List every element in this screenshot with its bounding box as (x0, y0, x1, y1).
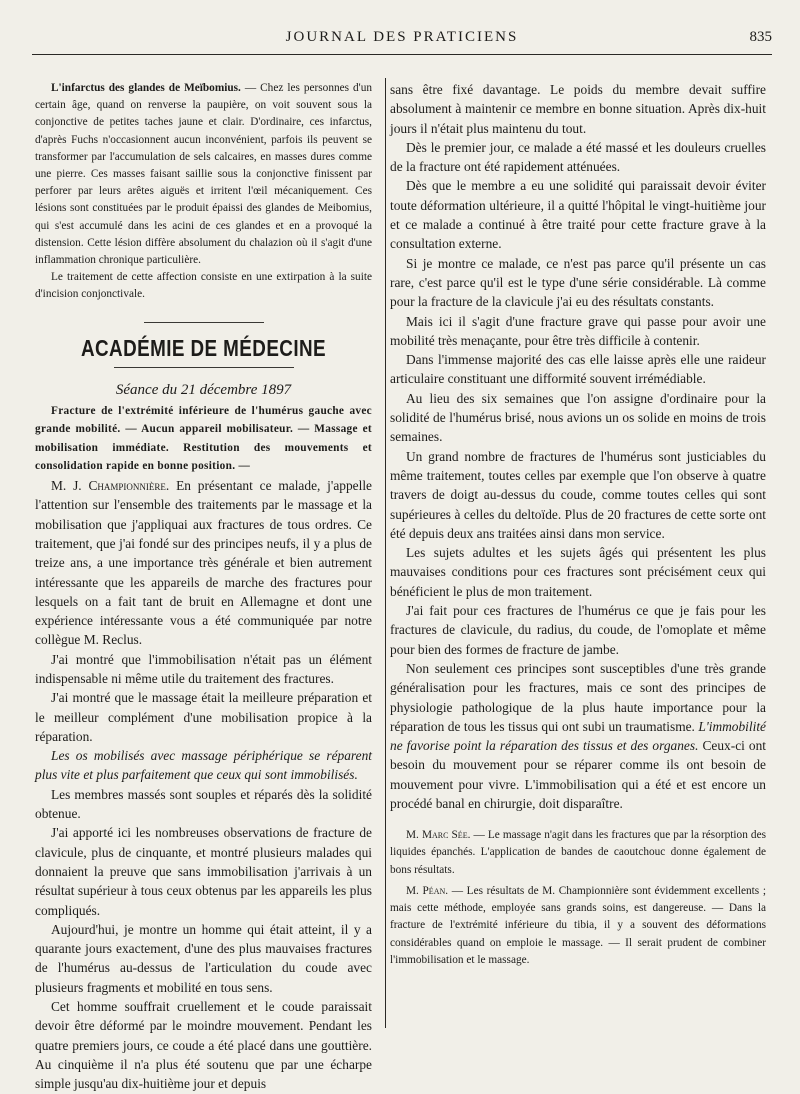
right-column (390, 80, 766, 973)
paragraph-italic-principle: Les os mobilisés avec massage périphérique se réparent plus vite et plus parfaitement que ceux qui sont immobilisés. (35, 748, 372, 783)
section-title: ACADÉMIE DE MÉDECINE (80, 334, 327, 361)
principes-text-end: Ceux-ci ont besoin du mouvement pour se réparer comme ils ont besoin de mouvement pour vivre. L'immobilisation qui a été et est encore un procédé banal en chirurgie, doit disparaître. (390, 738, 767, 811)
championniere-text: En présentant ce malade, j'appelle l'attention sur l'ensemble des traitements par le massage et la mobilisation que j'appliquai aux fractures de tous ordres. Ce traitement, que j'ai fondé sur des principes neufs, il y a plus de treize ans, a une importance très générale et bien autrement intéressante que les appareils de marche des fractures pour lesquels on a fait tant de bruit en Allemagne et dont une expérience intéressante vous a été communiquée par notre collègue M. Reclus. (35, 478, 372, 648)
pean-text: — Les résultats de M. Championnière sont évidemment excellents ; mais cette méthode, employée sans grands soins, est dangereuse. — Dans la fracture de l'extrémité inférieure du tibia, il y a souvent des déformations considérables quand on emploie le massage. — Il serait prudent de combiner l'immobilisation et le massage. (390, 884, 766, 966)
paragraph-cet-homme: Cet homme souffrait cruellement et le coude paraissait devoir être déformé par le moindre mouvement. Pendant les quatre premiers jours, ce coude a été placé dans une gouttière. Au cinquième il n'a plus été soutenu que par une écharpe simple jusqu'au dix-huitième jour et depuis (35, 999, 372, 1092)
marc-see-text: — Le massage n'agit dans les fractures que par la résorption des liquides épanchés. L'application de bandes de caoutchouc donne également de bons résultats. (390, 829, 766, 876)
left-column (35, 80, 372, 1094)
discussion (390, 827, 766, 969)
meibomius-text: — Chez les personnes d'un certain âge, quand on renverse la paupière, on voit souvent sous la conjonctive de petites taches jaune et clair. D'ordinaire, ces infarctus, d'après Fuchs n'occasionnent aucun inconvénient, parfois ils peuvent se transformer par l'accumulation de sels calcaires, en masses dures comme une pierre. Ces masses faisant saillie sous la conjonctive finissent par perforer par leurs arêtes aiguës et irritent l'œil mécaniquement. Ces lésions sont constituées par le produit épaissi des glandes de Meibomius, qui s'est accumulé dans les acini de ces glandes et en a provoqué la distension. Cette lésion diffère absolument du chalazion où il s'agit d'une inflammation chronique particulière. (35, 82, 372, 267)
paragraph-aujourdhui: Aujourd'hui, je montre un homme qui était atteint, il y a quarante jours exactement, d'une des plus mauvaises fractures de l'humérus au-dessus de l'articulation du coude avec plusieurs fragments et mobilité en tous sens. (35, 921, 372, 995)
page-header (32, 26, 772, 50)
meibomius-paragraph (35, 80, 372, 269)
session-date: Séance du 21 décembre 1897 (115, 381, 292, 398)
meibomius-treatment: Le traitement de cette affection consiste en une extirpation à la suite d'incision conjonctivale. (35, 271, 372, 301)
paragraph-solidite: Dès que le membre a eu une solidité qui paraissait devoir éviter toute déformation ultérieure, il a quitté l'hôpital le vingt-huitième jour et ce malade a continué à être traité pour cette fracture grave à la consultation externe. (390, 178, 766, 252)
column-divider (385, 78, 386, 1028)
paragraph-fracture-grave: Mais ici il s'agit d'une fracture grave qui passe pour avoir une mobilité très menaçante, pour être très difficile à contenir. (390, 313, 766, 348)
paragraph-continuation: sans être fixé davantage. Le poids du membre devait suffire absolument à maintenir ce membre en bonne situation. Après dix-huit jours il n'était plus maintenu du tout. (390, 82, 766, 136)
paragraph-si-je-montre: Si je montre ce malade, ce n'est pas parce qu'il présente un cas rare, c'est parce qu'il est le type d'une série considérable. Là comme pour la fracture de la clavicule j'ai eu des résultats constants. (390, 255, 766, 310)
paragraph-membres: Les membres massés sont souples et réparés dès la solidité obtenue. (35, 786, 372, 822)
session-summary: Fracture de l'extrémité inférieure de l'humérus gauche avec grande mobilité. — Aucun appareil mobilisateur. — Massage et mobilisation immédiate. Restitution des mouvements et consolidation rapide en bonne position. — (35, 404, 372, 473)
paragraph-grand-nombre: Un grand nombre de fractures de l'humérus sont justiciables du même traitement, toutes celles par exemple que l'on observe à quatre travers de doigt au-dessus du coude, comme toutes celles qui sont supérieures à celles du deltoïde. Plus de 20 fractures de cette sorte ont été depuis deux ans traitées ainsi dans mon service. (390, 448, 766, 541)
paragraph-immobilisation: J'ai montré que l'immobilisation n'était pas un élément indispensable ni même utile du traitement des fractures. (35, 651, 372, 686)
running-title: JOURNAL DES PRATICIENS (285, 29, 519, 45)
page-number: 835 (749, 29, 772, 45)
paragraph-immense-majorite: Dans l'immense majorité des cas elle laisse après elle une raideur articulaire constituant une difformité souvent irrémédiable. (390, 352, 766, 387)
comment-marc-see (390, 827, 766, 879)
paragraph-six-semaines: Au lieu des six semaines que l'on assigne d'ordinaire pour la solidité de l'humérus brisé, nous avions un os solide en moins de trois semaines. (390, 390, 766, 445)
paragraph-sujets-adultes: Les sujets adultes et les sujets âgés qui présentent les plus mauvaises conditions pour ces fractures sont précisément ceux qui bénéficient le plus de mon traitement. (390, 545, 766, 599)
paragraph-premier-jour: Dès le premier jour, ce malade a été massé et les douleurs cruelles de la fracture ont été rapidement atténuées. (390, 139, 766, 175)
header-rule (32, 54, 772, 55)
championniere-paragraph (35, 476, 372, 650)
paragraph-clavicule: J'ai apporté ici les nombreuses observations de fracture de clavicule, plus de cinquante, et montré plusieurs malades qui donnaient la preuve que sans immobilisation j'arrivais à un résultat supérieur à tous ceux obtenus par les appareils les plus compliqués. (35, 825, 372, 918)
paragraph-massage: J'ai montré que le massage était la meilleure préparation et le meilleur complément d'une mobilisation propice à la réparation. (35, 690, 372, 744)
principes-text: Non seulement ces principes sont susceptibles d'une très grande généralisation pour les fractures, mais ce sont des principes de physiologie pathologique de la plus haute importance pour la réparation de tous les tissus qui ont subi un traumatisme. (390, 660, 766, 734)
paragraph-principes (390, 659, 766, 813)
comment-pean (390, 883, 766, 969)
speaker-marc-see: M. Marc Sée. (406, 829, 471, 842)
principes-italic: L'immobilité ne favorise point la réparation des tissus et des organes. (390, 718, 766, 754)
meibomius-heading: L'infarctus des glandes de Meïbomius. (51, 82, 241, 94)
speaker-pean: M. Péan. (406, 884, 449, 897)
speaker-championniere: M. J. Championnière. (51, 478, 170, 494)
title-rule (114, 367, 294, 368)
paragraph-jai-fait: J'ai fait pour ces fractures de l'humérus ce que je fais pour les fractures de clavicule, du radius, du coude, de l'omoplate et même pour bien des formes de fracture de jambe. (390, 603, 766, 657)
section-rule (144, 322, 264, 323)
